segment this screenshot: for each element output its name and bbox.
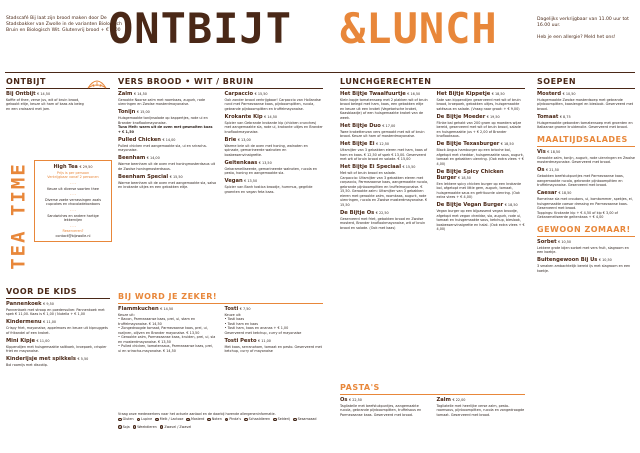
item-price: € 13,00 xyxy=(237,137,251,142)
legend-label: Sesamzaad xyxy=(297,417,317,422)
list-item: • Tosti ham en kaas xyxy=(224,321,259,326)
menu-item xyxy=(340,142,429,161)
brood-left xyxy=(118,92,217,198)
item-price: € 11,00 xyxy=(36,338,50,343)
legend-item xyxy=(160,425,192,429)
item-name: De Bijtje Vegan Burger xyxy=(436,202,504,209)
item-desc: Met wit of bruin brood en salade. xyxy=(340,171,397,176)
item-extra: Tuna Melt: warm uit de oven met gesmolten kaas + € 1,50 xyxy=(118,125,213,134)
item-name: Carpaccio xyxy=(224,91,254,97)
tea-sub1: Prijs is per persoon xyxy=(56,170,90,175)
item-desc: Uitsmijter van 3 gebakken eieren met ham, kaas of ham en kaas. € 12,50 of spek € 13,00. Geserveerd met wit of bruin brood en salade. € 15,00 xyxy=(340,148,428,162)
menu-item xyxy=(225,179,324,194)
menu-item xyxy=(340,124,429,139)
item-name: Kindermenu xyxy=(6,319,42,326)
legend-label: Schaaldieren xyxy=(248,417,271,422)
item-price: € 22,00 xyxy=(452,398,466,402)
item-list xyxy=(118,317,217,353)
item-price: € 15,50 xyxy=(254,92,268,96)
item-name: De Bijtje Moeder xyxy=(436,113,486,120)
item-desc: Vegan burger op een bijpassend vegan broodje, afgetopt met vegan cheddar, sla, augurk, rode ui, tomaat en huisgemaakte saus, ketchup, bieslook, bosbessenvinaigrette en halal. (Ook extra vlees + € 4,00) xyxy=(436,209,525,232)
tea-separator: - - - xyxy=(70,180,76,185)
item-desc: Met kaas, serranoham, tomaat en pesto. Geserveerd met ketchup, curry of mayonaise xyxy=(224,344,322,354)
legend-item xyxy=(186,417,204,421)
item-name: Zalm xyxy=(436,397,451,403)
col-zeker xyxy=(118,293,323,357)
item-desc: Kippendijen met huisgemaakte saltkoek, kroepoek, crispier friet en mayonaise. xyxy=(6,344,107,354)
item-price: € 18,50 xyxy=(458,175,471,180)
item-desc: Romeinse sla met croutons, ui, komkommer, spekjes, ei, huisgemaakte caesar dressing en Parmezaanse kaas. Geserveerd met brood. xyxy=(537,197,633,211)
menu-item xyxy=(340,211,429,230)
col-lunch xyxy=(340,78,525,235)
menu-item xyxy=(225,161,324,176)
menu-item xyxy=(6,339,110,354)
item-desc: Crispy friet, mayonaise, appelmoes en keuze uit kipnuggets of frikandel of een kroket. xyxy=(6,326,108,335)
allergen-icon: S xyxy=(245,418,247,422)
legend-label: Weekdieren xyxy=(137,424,157,429)
menu-item xyxy=(437,92,526,111)
lunch-right xyxy=(437,92,526,235)
item-price: € 9,50 xyxy=(43,302,54,306)
menu-item xyxy=(6,357,110,367)
menu-item xyxy=(340,92,429,120)
hours-info xyxy=(537,17,637,47)
item-name: Beenham Special xyxy=(118,173,169,180)
menu-item xyxy=(437,170,526,200)
legend-item xyxy=(118,425,130,429)
lunch-left xyxy=(340,92,429,235)
item-price: € 16,50 xyxy=(407,92,421,96)
menu-item xyxy=(537,191,635,219)
item-desc: Lekkere grote bijen sorbet met vers fruit, slagroom en een koekje. xyxy=(537,245,629,255)
menu-item xyxy=(225,339,324,354)
legend-item xyxy=(293,417,317,421)
menu-item xyxy=(118,92,217,107)
legend-label: Pinda's xyxy=(229,417,242,422)
list-item: • Tosti ham, kaas en ananas + € 1,00 xyxy=(224,326,289,331)
item-name: Tomaat xyxy=(537,113,559,120)
list-item: • Zongedroogde tomaat, Parmezaanse kaas, prei, ui, rozijnen, olijven en Brander mayonaise. € 13,50 xyxy=(118,326,208,335)
item-desc: Bol roomijs met discotip. xyxy=(6,363,49,368)
tea-contact: contact@bijzwolle.nl xyxy=(55,233,91,238)
item-name: Tonijn xyxy=(118,109,136,116)
item-name: Het Bijtje Ei xyxy=(340,141,375,148)
item-price: € 10,50 xyxy=(598,258,612,263)
item-price: € 22,50 xyxy=(375,210,389,215)
item-name: De Bijtje Os xyxy=(340,209,375,216)
tea-line3: Sandwiches en andere hartige lekkernijen xyxy=(47,213,99,223)
item-extra: Carpaccio: Uitsmijter van 3 gebakken eieren met carpaccio, Parmezaanse kaas, aangemaakte rucola, gebrande pijnboompitten en truffelmayonaise. € 15,50. Gerookte zalm: Uitsmijter van 3 gebakken eieren met gerookte zalm, roomkaas, augurk, rode uienringen, rucola en Zwolse mosterdmayonaise. € 15,50 xyxy=(340,175,429,207)
item-price: € 14,50 xyxy=(133,92,147,96)
item-name: Pannenkoek xyxy=(6,301,42,307)
section-ontbijt-heading: ONTBIJT xyxy=(6,78,110,89)
item-name: Geitenkaas xyxy=(224,159,258,166)
item-extra: Toppings: Krokante kip + € 4,50 of kip € 3,00 of Gekarameliseerde geitenkaas + € 4,00 xyxy=(537,210,618,220)
section-brood-heading: VERS BROOD • WIT / BRUIN xyxy=(118,78,323,89)
item-desc: Spicier van Gebrande krokante kip (chicken crunches) met aangemaakte sla, rode ui, krokante uitjes en Brander knoflookmayonaise. xyxy=(224,120,323,134)
item-desc: Huisgemaakte gebonden tomatensoep met groenten en Italiaanse groene kruidenolie. Geserveerd met brood. xyxy=(537,120,633,130)
croissant-icon xyxy=(86,76,108,92)
legend-item xyxy=(137,417,153,421)
high-tea-name: High Tea xyxy=(53,164,78,170)
allergen-legend xyxy=(118,417,323,429)
list-item: • Bacon, Parmezaanse kaas, prei, ui, stam en truffelmayonaise. € 14,50 xyxy=(118,317,196,326)
legend-item xyxy=(118,417,134,421)
menu-item xyxy=(118,138,217,153)
item-price: € 22,50 xyxy=(349,398,362,402)
tea-separator: - - - xyxy=(70,192,76,197)
item-desc: Huisgemaakte tonijnsalade op kappertjes, rode ui en Brander knoflookmayonaise. xyxy=(118,116,208,125)
item-price: € 11,00 xyxy=(258,338,271,343)
item-name: Zalm xyxy=(118,91,133,97)
item-desc: Flinke bal gehakt van 200 gram op moeders wijze bereid, geserveerd met wit of bruin brood, salade en huisgemaakte jus + € 2,00 of Brander knoflooksaus. xyxy=(436,120,522,139)
item-desc: Gekaramelliseerde, gemarineerde walnoten, rucola en pesto, honing en aangemaakte sla. xyxy=(224,166,318,176)
item-price: € 14,00 xyxy=(162,137,176,142)
allergen-icon: Ss xyxy=(294,418,297,422)
item-desc: Tagliatelle met heerlijke verse zalm, pesto-roomsaus, pijnboompitten, rucola en zongedroogde tomaat. Geserveerd met brood. xyxy=(436,403,525,417)
item-desc: Koffie of thee, verse jus, wit of bruin brood, gekookt eitje, keuze uit ham of kaas als beleg en een croissant met jam. xyxy=(6,97,84,111)
legend-item xyxy=(207,417,222,421)
item-name: Het Bijtje Duo xyxy=(340,122,381,129)
item-desc: Een lekkere spicy chicken burger op een krokante bol, afgetopt met little gem, augurk, tomaat, huisgemaakte saus en gefrituurde uienring. (Ook extra vlees + € 4,00) xyxy=(436,181,522,200)
menu-item xyxy=(437,203,526,231)
tea-separator: - - - xyxy=(70,223,76,228)
item-price: € 15,50 xyxy=(169,174,183,179)
item-name: Mini Kipje xyxy=(6,337,36,344)
section-soepen-heading: SOEPEN xyxy=(537,78,635,89)
section-pasta-heading: PASTA'S xyxy=(340,384,525,395)
item-price: € 5,50 xyxy=(77,357,89,362)
item-name: Caesar xyxy=(537,190,557,197)
item-price: € 13,50 xyxy=(244,179,258,184)
item-name: Os xyxy=(340,397,348,403)
legend-item xyxy=(155,417,183,421)
item-name: Kinderijsje met spikkels xyxy=(6,356,76,363)
item-name: Pulled Chicken xyxy=(118,136,161,143)
item-price: € 18,50 xyxy=(547,149,561,154)
legend-label: Gluten xyxy=(122,417,134,422)
menu-item xyxy=(6,92,110,111)
menu-item xyxy=(6,302,110,317)
item-price: € 15,00 xyxy=(136,110,150,115)
item-name: Beenham xyxy=(118,155,146,162)
legend-label: Zwavel / Zwavel xyxy=(164,424,192,429)
allergen-icon: N xyxy=(208,418,210,422)
item-name: Het Bijtje Ei Speciaal xyxy=(340,164,401,171)
item-name: Flammkuchen xyxy=(118,306,159,312)
legend-label: Melk / Lactose xyxy=(159,417,184,422)
item-name: Het Bijtje Twaalfuurtje xyxy=(340,91,406,97)
hours-text: Dagelijks verkrijgbaar van 11.00 uur tot 16.00 uur. xyxy=(537,17,629,28)
col-brood xyxy=(118,78,323,198)
section-kids-heading: VOOR DE KIDS xyxy=(6,288,110,299)
allergen-icon: So xyxy=(119,426,122,430)
item-price: € 14,50 xyxy=(264,114,278,119)
item-desc: Spicier van Banh tostica broodje, hummus, gegrilde groenten en vegan feta kaas. xyxy=(224,185,313,194)
section-gewoon-heading: GEWOON ZOMAAR! xyxy=(537,226,635,237)
list-item: • Tosti kaas xyxy=(224,317,245,322)
item-price: € 10,50 xyxy=(558,239,572,244)
item-name: Het Bijtje Kippetje xyxy=(436,91,491,97)
allergen-icon: G xyxy=(119,418,121,422)
tea-time-vertical-text: TEA TIME xyxy=(7,162,30,270)
menu-item xyxy=(225,92,324,111)
item-price: € 18,50 xyxy=(504,203,518,208)
item-price: € 14,00 xyxy=(146,156,160,161)
item-desc: Tagliatelle met beefstukpuntjes, aangemaakte rucola, gebrande pijnboompitten, truffelsaus en Parmezaanse kaas. Geserveerd met brood. xyxy=(340,403,422,417)
item-price: € 8,75 xyxy=(559,114,571,119)
item-desc: Pannenkoek met stroop en poedersuiker. Pannenkoek met spek € 11,00. Kaas is € 1,00 / Nutella + € 1,00 xyxy=(6,307,105,317)
item-price: € 17,00 xyxy=(382,123,396,128)
item-desc: 3 smaken ambachtelijk bereid ijs met slagroom en een koekje. xyxy=(537,264,631,273)
item-desc: Keuze uit: xyxy=(224,312,242,317)
item-name: Sorbet xyxy=(537,238,557,245)
tea-sub2: Verkrijgbaar vanaf 2 personen xyxy=(47,175,99,180)
item-price: € 10,50 xyxy=(562,92,576,96)
item-desc: Gebakken beefstukpuntjes met Parmezaanse kaas, aangemaakte rucola, gebrande pijnboompitten en truffelmayonaise. Geserveerd met brood. xyxy=(537,174,624,188)
item-desc: Sate van kippendijen geserveerd met wit of bruin brood, kroepoek, gebakken uitjes, huisgemaakte satésaus en salade. (Vraag naar groot: + € 9,00) xyxy=(436,97,521,111)
menu-item xyxy=(437,115,526,139)
allergen-icon: W xyxy=(133,426,136,430)
high-tea-price: € 29,50 xyxy=(79,165,93,169)
item-price: € 7,50 xyxy=(239,307,251,311)
legend-label: Lupine xyxy=(141,417,153,422)
legend-label: Selderij xyxy=(277,417,290,422)
menu-item xyxy=(537,240,635,255)
item-desc: Klein kopje tomatensoep met 2 plakken wit of bruin brood belegd met ham, kaas, een gebakken eitje en keuze uit een kroket (Vegetarische kroket, Kaasblaadje) of een huisgemaakte kroket van de week. xyxy=(340,97,428,120)
menu-item xyxy=(537,258,635,273)
tea-time-label xyxy=(7,162,30,270)
item-name: Tosti xyxy=(224,306,239,312)
title-ontbijt: ONTBIJT xyxy=(108,4,293,53)
col-kids xyxy=(6,288,110,371)
legend-label: Soja xyxy=(122,424,130,429)
tea-time-details xyxy=(34,160,112,242)
list-item: • Pulled chicken, tomatensaus, Parmezaanse kaas, prei, ui en sriracha-mayonaise. € 14,50 xyxy=(118,344,213,353)
item-price: € 11,00 xyxy=(43,320,57,325)
menu-item xyxy=(537,115,635,130)
item-name: Mosterd xyxy=(537,91,562,97)
item-desc: Ook zonder brood verkrijgbaar! Carpaccio van Hollandse rund met Parmezaanse kaas, pijnboompitten, rucola, gebrande pijnboompitten en truffelmayonaise. xyxy=(224,97,321,111)
header-rule xyxy=(5,72,635,73)
item-desc: Twee krokettenvan vers gemaakt met wit of bruin brood. Keuze uit ham of mosterdmayonaise. xyxy=(340,129,425,139)
item-price: € 21,50 xyxy=(546,168,559,173)
allergen-icon: Se xyxy=(274,418,277,422)
item-price: € 18,50 xyxy=(558,191,572,196)
menu-item xyxy=(6,320,110,335)
menu-item xyxy=(537,92,635,111)
item-name: Vegan xyxy=(224,178,243,185)
item-name: Buitengewoon Bij Us xyxy=(537,257,598,264)
item-desc: Warme brie uit de oven met honing, walnoten en spinazie, gemarineerde walnoten en bosbessenvinaigrette. xyxy=(224,143,308,157)
menu-item xyxy=(118,156,217,171)
legend-label: Mosterd xyxy=(191,417,205,422)
tea-time-box xyxy=(6,160,114,270)
item-desc: Huisgemaakte Zwolse mosterdsoep met gebrande pijnboompitten, kaaslengel en bieslook. Geserveerd met brood. xyxy=(537,97,634,111)
legend-label: Noten xyxy=(211,417,222,422)
section-lunch-heading: LUNCHGERECHTEN xyxy=(340,78,525,89)
allergen-icon: L xyxy=(137,418,139,422)
allergen-footnote xyxy=(118,412,323,429)
item-desc: Keuze uit: xyxy=(118,312,135,317)
col-pasta xyxy=(340,384,525,421)
item-name: Os xyxy=(537,167,545,174)
menu-item xyxy=(225,307,324,335)
allergen-icon: Mo xyxy=(187,418,191,422)
section-zeker-heading: BIJ WORD JE ZEKER! xyxy=(118,293,323,304)
zeker-left xyxy=(118,307,217,357)
item-name: De Bijtje Spicy Chicken Burger xyxy=(436,168,504,181)
menu-item xyxy=(118,307,217,353)
allergen-icon: Z xyxy=(160,426,163,430)
menu-item xyxy=(537,168,635,187)
item-price: € 12,50 xyxy=(376,142,390,147)
allergen-icon: M xyxy=(156,418,159,422)
item-price: € 18,50 xyxy=(500,142,514,147)
intro-text: Stadscafé Bij laat zijn brood maken door De Stadsbakker van Zwolle in de varianten Biologisch Bruin en Biologisch Wit. Glutenvrij brood + € 1,00 xyxy=(6,16,122,33)
menu-item xyxy=(437,398,526,417)
item-name: Brie xyxy=(224,136,237,143)
menu-item xyxy=(537,150,635,165)
menu-item xyxy=(225,115,324,134)
item-name: Krokante Kip xyxy=(224,113,263,120)
item-desc: Geserveerd met friet, gebakken brood en Zwolse mosterd, Brander knoflookmayonaise, wit of bruin brood en salade. (Ook met kaas) xyxy=(340,216,426,230)
item-desc: Gerookte zalm, tonijn, augurk, rode uienringen en Zwolse mosterdmayonaise. Geserveerd met brood. xyxy=(537,155,635,165)
footnote-text: Vraag onze medewerkers naar het actuele aanbod en de daarbij horende allergeneninformatie. xyxy=(118,412,276,416)
list-item: • Gerookte zalm, Parmezaanse kaas, kruiden, prei, ui, sla en mosterdmayonaise. € 13,50 xyxy=(118,335,216,344)
item-name: Bij Ontbijt xyxy=(6,91,36,97)
item-desc: Warme beenham uit de oven met honingmosterdsaus uit de Zwolse honingmosterdsaus. xyxy=(118,162,216,171)
menu-item xyxy=(225,138,324,157)
item-name: Tosti Pesto xyxy=(224,337,257,344)
item-desc: Warme beenham uit de oven met aangemaakte sla, salsa en krokante uitjes en een gebakken eitje. xyxy=(118,180,217,190)
item-price: € 14,50 xyxy=(160,307,174,311)
legend-item xyxy=(244,417,270,421)
brood-right xyxy=(225,92,324,198)
allergen-icon: P xyxy=(225,418,228,422)
item-desc: Black Angus hamburger op een brioche bol, afgetopt met cheddar, huisgemaakte saus, augurk, tomaat en gebakken uienring. (Ook extra vlees + € 4,00) xyxy=(436,148,524,166)
item-price: € 13,50 xyxy=(258,160,272,165)
zeker-right xyxy=(225,307,324,357)
tea-reserve: Reserveren? xyxy=(62,229,84,234)
item-name: Vis xyxy=(537,148,546,155)
legend-item xyxy=(273,417,290,421)
item-name: De Bijtje Texasburger xyxy=(436,141,500,148)
menu-item xyxy=(340,165,429,207)
item-price: € 14,50 xyxy=(37,92,51,96)
legend-item xyxy=(133,425,157,429)
title-lunch: &LUNCH xyxy=(340,4,498,53)
menu-item xyxy=(118,175,217,190)
menu-item xyxy=(118,110,217,134)
tea-line2: Diverse zoete verrassingen zoals cupcakes en chocoladebonbons xyxy=(44,197,102,207)
menu-item xyxy=(437,142,526,166)
col-right xyxy=(537,78,635,276)
item-price: € 15,50 xyxy=(402,165,416,170)
item-list xyxy=(225,317,324,335)
tea-line1: Keuze uit diverse soorten thee xyxy=(47,186,99,191)
menu-item xyxy=(340,398,429,417)
item-desc: Pulled chicken met aangemaakte sla, ui en sriracha-mayonaise. xyxy=(118,143,207,153)
list-item: Geserveerd met ketchup, curry of mayonaise xyxy=(224,330,302,335)
item-price: € 18,50 xyxy=(491,92,505,96)
legend-item xyxy=(225,417,241,421)
allergy-text: Heb je een allergie? Meld het ons! xyxy=(537,34,616,40)
item-price: € 19,50 xyxy=(486,114,500,119)
tea-separator: - - - xyxy=(70,207,76,212)
section-maaltijd-heading: MAALTIJDSALADES xyxy=(537,136,635,147)
item-desc: Gerookte Noorse zalm met roomkaas, augurk, rode uienringen en Zwolse mosterdmayonaise. xyxy=(118,97,206,107)
